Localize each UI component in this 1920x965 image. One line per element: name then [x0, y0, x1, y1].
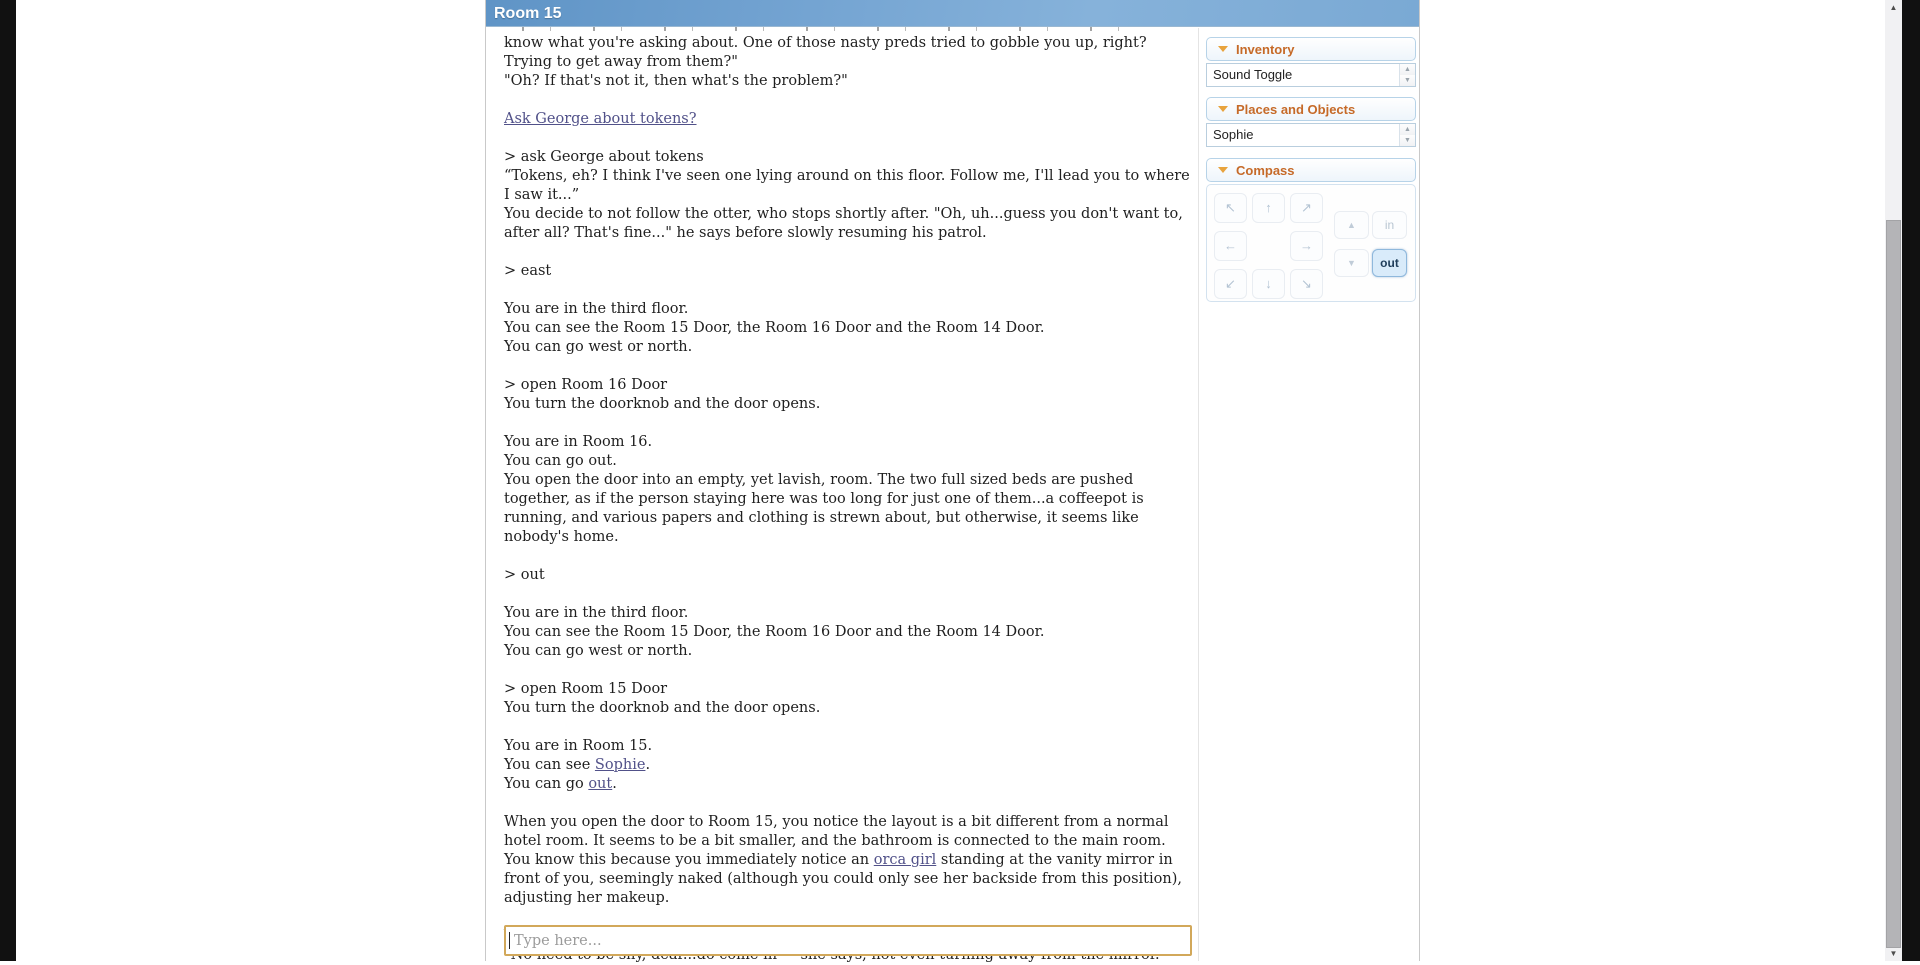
compass-in-button[interactable]: in [1372, 211, 1407, 239]
transcript-line: You are in Room 16. [504, 434, 653, 450]
collapse-triangle-icon[interactable] [1218, 106, 1228, 112]
transcript-line: You can see the Room 15 Door, the Room 16 Door and the Room 14 Door. [504, 320, 1045, 336]
spinner-down-icon[interactable]: ▼ [1400, 135, 1415, 146]
transcript-line: > open Room 16 Door [504, 377, 668, 393]
transcript-line: You can go out. [504, 776, 617, 792]
content-sidebar-divider [1198, 28, 1199, 961]
transcript-line: You are in the third floor. [504, 301, 689, 317]
compass-up-button[interactable]: ▲ [1334, 211, 1369, 239]
spinner-up-icon[interactable]: ▲ [1400, 64, 1415, 75]
places-objects-item[interactable]: Sophie [1213, 127, 1254, 142]
transcript-line: “Tokens, eh? I think I've seen one lying around on this floor. Follow me, I'll lead you to where I saw it...” [504, 168, 1190, 203]
transcript-line: When you open the door to Room 15, you notice the layout is a bit different from a normal hotel room. It seems to be a bit smaller, and the bathroom is connected to the main room. You know this because you immediately notice an orca girl standing at the vanity mirror in front of you, seemingly naked (although you could only see her backside from this position), adjusting her makeup. [504, 814, 1182, 906]
inventory-spinner [1399, 64, 1415, 86]
command-input-wrap [504, 925, 1192, 956]
transcript-line: > out [504, 567, 545, 583]
inventory-panel-header[interactable] [1206, 37, 1416, 61]
places-objects-listbox [1206, 123, 1416, 147]
inventory-item[interactable]: Sound Toggle [1213, 67, 1293, 82]
inventory-panel-title: Inventory [1236, 41, 1295, 57]
transcript-paragraph [504, 34, 1192, 91]
browser-scrollbar[interactable] [1885, 0, 1902, 961]
room-title: Room 15 [494, 5, 562, 22]
transcript-line: "Oh? If that's not it, then what's the problem?" [504, 73, 848, 89]
transcript-paragraph [504, 566, 1192, 585]
command-link[interactable]: out [588, 776, 613, 792]
transcript-paragraph [504, 148, 1192, 243]
transcript-paragraph [504, 604, 1192, 661]
transcript-paragraph [504, 680, 1192, 718]
transcript [504, 27, 1192, 920]
room-title-bar [486, 0, 1419, 27]
transcript-line: You can go out. [504, 453, 617, 469]
transcript-line: You turn the doorknob and the door opens. [504, 700, 821, 716]
scrollbar-up-icon[interactable]: ▲ [1889, 3, 1898, 12]
places-objects-panel-title: Places and Objects [1236, 101, 1356, 117]
command-link[interactable]: Sophie [594, 757, 646, 773]
compass-panel-title: Compass [1236, 162, 1295, 178]
transcript-line: You open the door into an empty, yet lavish, room. The two full sized beds are pushed together, as if the person staying here was too long for just one of them...a coffeepot is running, and various papers and clothing is strewn about, but otherwise, it seems like nobody's home. [504, 472, 1144, 545]
scrollbar-thumb[interactable] [1886, 220, 1901, 948]
transcript-line: > open Room 15 Door [504, 681, 668, 697]
places-objects-spinner [1399, 124, 1415, 146]
transcript-paragraph [504, 737, 1192, 794]
transcript-paragraph [504, 262, 1192, 281]
compass-north-button[interactable]: ↑ [1252, 193, 1285, 223]
command-link[interactable]: orca girl [873, 852, 937, 868]
transcript-line: You can see Sophie. [504, 757, 651, 773]
right-letterbox-strip [1902, 0, 1920, 961]
scrollbar-down-icon[interactable]: ▼ [1889, 949, 1898, 958]
compass-northwest-button[interactable]: ↖ [1214, 193, 1247, 223]
compass-down-button[interactable]: ▼ [1334, 249, 1369, 277]
transcript-line: > ask George about tokens [504, 149, 704, 165]
transcript-paragraph [504, 813, 1192, 908]
transcript-line: You turn the doorknob and the door opens. [504, 396, 821, 412]
compass-east-button[interactable]: → [1290, 231, 1323, 261]
transcript-paragraph [504, 300, 1192, 357]
text-caret [509, 932, 510, 949]
transcript-line: You decide to not follow the otter, who stops shortly after. "Oh, uh...guess you don't want to, after all? That's fine..." he says before slowly resuming his patrol. [504, 206, 1183, 241]
transcript-line: You can go west or north. [504, 643, 693, 659]
compass-panel-header[interactable] [1206, 158, 1416, 182]
compass [1206, 184, 1416, 302]
transcript-line: know what you're asking about. One of those nasty preds tried to gobble you up, right? Trying to get away from them?" [504, 35, 1147, 70]
left-letterbox-strip [0, 0, 16, 961]
command-link[interactable]: Ask George about tokens? [504, 111, 697, 127]
transcript-line: > east [504, 263, 552, 279]
clipped-text-line [504, 27, 1137, 31]
spinner-up-icon[interactable]: ▲ [1400, 124, 1415, 135]
transcript-paragraph [504, 433, 1192, 547]
compass-southwest-button[interactable]: ↙ [1214, 269, 1247, 299]
game-window [485, 0, 1420, 961]
compass-west-button[interactable]: ← [1214, 231, 1247, 261]
transcript-line: You are in the third floor. [504, 605, 689, 621]
transcript-line [504, 110, 1192, 129]
compass-out-button[interactable]: out [1372, 249, 1407, 277]
command-input[interactable] [504, 925, 1192, 956]
collapse-triangle-icon[interactable] [1218, 46, 1228, 52]
compass-northeast-button[interactable]: ↗ [1290, 193, 1323, 223]
compass-southeast-button[interactable]: ↘ [1290, 269, 1323, 299]
transcript-line: You are in Room 15. [504, 738, 653, 754]
places-objects-panel-header[interactable] [1206, 97, 1416, 121]
inventory-listbox [1206, 63, 1416, 87]
compass-south-button[interactable]: ↓ [1252, 269, 1285, 299]
collapse-triangle-icon[interactable] [1218, 167, 1228, 173]
transcript-paragraph [504, 376, 1192, 414]
transcript-line: You can see the Room 15 Door, the Room 16 Door and the Room 14 Door. [504, 624, 1045, 640]
transcript-paragraph [504, 110, 1192, 129]
spinner-down-icon[interactable]: ▼ [1400, 75, 1415, 86]
transcript-line: You can go west or north. [504, 339, 693, 355]
